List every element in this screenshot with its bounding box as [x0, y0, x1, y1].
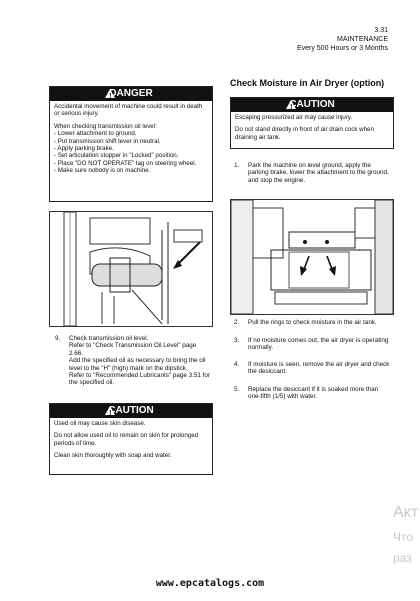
footer-url: www.epcatalogs.com [155, 578, 265, 589]
step-number: 2. [234, 319, 240, 326]
warning-icon [105, 406, 115, 415]
step-5 [234, 386, 392, 401]
step-text: If moisture is seen, remove the air dryer and check the desiccant. [248, 361, 390, 376]
step-text: Refer to "Recommended Lubricants" page 3.51 for the specified oil. [69, 372, 210, 387]
step-text: Add the specified oil as necessary to bring the oil level to the "H" (high) mark on the dipstick. [69, 357, 206, 372]
danger-label: DANGER [109, 88, 153, 99]
watermark-line-3: раз [393, 551, 412, 565]
step-text: If no moisture comes out, the air dryer is operating normally. [248, 337, 389, 352]
caution-box-left [49, 403, 213, 475]
caution-box-right [230, 97, 394, 149]
step-number: 5. [234, 386, 240, 393]
danger-text [50, 101, 212, 177]
warning-icon [286, 100, 296, 109]
air-dryer-figure [230, 199, 394, 315]
caution-paragraph: Escaping pressurized air may cause injury. [235, 114, 353, 121]
caution-paragraph: Do not allow used oil to remain on skin for prolonged periods of time. [54, 432, 199, 447]
step-4 [234, 361, 392, 376]
caution-paragraph: Used oil may cause skin disease. [54, 420, 146, 427]
page-number: 3.31 [374, 27, 388, 34]
caution-text [231, 112, 393, 148]
caution-paragraph: Do not stand directly in front of air drain cock when draining air tank. [235, 126, 374, 141]
caution-text [50, 418, 212, 467]
step-text: Pull the rings to check moisture in the air tank. [248, 319, 377, 326]
list-item: - Lower attachment to ground. [54, 130, 137, 138]
transmission-dipstick-figure [49, 211, 213, 327]
step-number: 3. [234, 337, 240, 344]
step-text: Check transmission oil level. [69, 335, 149, 342]
list-item: - Apply parking brake. [54, 145, 114, 153]
step-9 [55, 335, 211, 387]
page-header [297, 26, 388, 53]
caution-label: CAUTION [289, 99, 335, 110]
danger-paragraph: Accidental movement of machine could result in death or serious injury. [54, 103, 203, 118]
danger-intro: When checking transmission oil level: [54, 122, 157, 130]
danger-box [49, 86, 213, 202]
step-1 [234, 162, 392, 184]
dipstick-illustration [50, 212, 212, 326]
list-item: - Make sure nobody is on machine. [54, 167, 151, 175]
step-text: Refer to "Check Transmission Oil Level" page 2.66. [69, 342, 197, 357]
air-dryer-illustration [231, 200, 393, 314]
step-number: 9. [55, 335, 61, 342]
watermark-line-1: Акт [393, 504, 419, 521]
watermark-line-2: Что [393, 530, 414, 544]
caution-header [50, 404, 212, 418]
step-text: Replace the desiccant if it is soaked more than one-fifth (1/5) with water. [248, 386, 379, 401]
warning-icon [105, 89, 115, 98]
step-text: Park the machine on level ground, apply the parking brake, lower the attachment to the ground, and stop the engine. [248, 162, 389, 184]
section-name: MAINTENANCE [337, 36, 388, 43]
list-item: - Set articulation stopper in "Locked" position. [54, 152, 179, 160]
caution-header [231, 98, 393, 112]
caution-label: CAUTION [108, 405, 154, 416]
list-item: - Put transmission shift lever in neutral. [54, 137, 161, 145]
list-item: - Place "DO NOT OPERATE" tag on steering wheel. [54, 159, 197, 167]
danger-list [54, 130, 208, 174]
step-2 [234, 319, 392, 326]
service-interval: Every 500 Hours or 3 Months [296, 45, 388, 52]
step-number: 1. [234, 162, 240, 169]
step-3 [234, 337, 392, 352]
danger-header [50, 87, 212, 101]
caution-paragraph: Clean skin thoroughly with soap and water. [54, 452, 172, 460]
section-title: Check Moisture in Air Dryer (option) [230, 78, 385, 88]
step-number: 4. [234, 361, 240, 368]
